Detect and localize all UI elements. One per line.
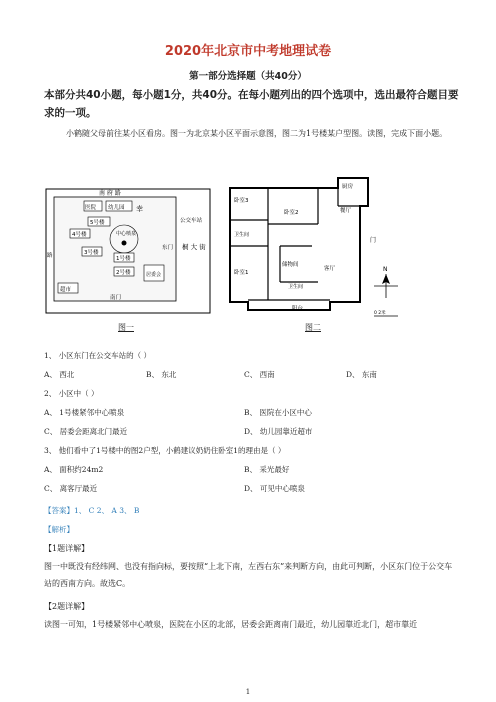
hospital-label: 医院: [85, 205, 97, 211]
question1-option-a: A、 西北: [44, 370, 75, 379]
bus-stop-mark: 幸: [136, 205, 143, 213]
south-gate-label: 南门: [110, 295, 122, 301]
figure1-community-map: [44, 187, 212, 315]
question1-option-b: B、 东北: [146, 370, 177, 379]
community-office-label: 居委会: [146, 272, 162, 278]
question2-option-d: D、 幼儿园靠近超市: [244, 427, 313, 436]
q2-explanation: 读图一可知，1号楼紧邻中心喷泉，医院在小区的北部，居委会距离南门最近，幼儿园靠近北门，超市靠近: [44, 620, 418, 629]
question3-stem: 3、 他们看中了1号楼中的图2户型，小鹤建议奶奶住卧室1的理由是（ ）: [44, 446, 286, 455]
street-right-label: 桐 大 街: [182, 243, 206, 251]
building3-label: 3号楼: [84, 250, 99, 256]
balcony-label: 阳台: [292, 306, 304, 312]
road-top-label: 南 府 路: [99, 190, 121, 197]
building4-label: 4号楼: [72, 232, 87, 238]
kitchen-label: 厨房: [342, 184, 354, 190]
analysis-heading: 【解析】: [44, 525, 74, 534]
kindergarten-label: 幼儿园: [108, 205, 125, 211]
road-side-label: 路: [47, 253, 53, 259]
q1-heading: 【1题详解】: [44, 544, 90, 553]
toilet1-label: 卫生间: [234, 232, 250, 238]
bedroom2-label: 卧室2: [284, 210, 299, 216]
q2-heading: 【2题详解】: [44, 602, 90, 611]
scale-label: 0 2米: [374, 311, 386, 316]
question1-stem: 1、 小区东门在公交车站的（ ）: [44, 351, 152, 360]
dining-label: 餐厅: [340, 208, 352, 214]
figure2-caption: 图二: [305, 323, 321, 332]
door-label: 门: [370, 237, 377, 244]
bedroom1-label: 卧室1: [234, 270, 249, 276]
question2-option-b: B、 医院在小区中心: [244, 408, 312, 417]
east-gate-label: 东门: [162, 245, 174, 251]
north-label: N: [383, 266, 388, 273]
question3-option-a: A、 面积约24m2: [44, 465, 104, 474]
question3-option-c: C、 离客厅最近: [44, 484, 98, 493]
question1-option-c: C、 西南: [244, 370, 275, 379]
figure2-floor-plan: [228, 170, 410, 320]
toilet2-label: 卫生间: [288, 284, 304, 290]
building5-label: 5号楼: [90, 220, 105, 226]
bedroom3-label: 卧室3: [234, 198, 249, 204]
page-number: 1: [245, 688, 251, 696]
intro-paragraph: 小鹤随父母前往某小区看房。图一为北京某小区平面示意图，图二为1号楼某户型图。读图，完成下面小题。: [66, 129, 448, 138]
storage-label: 储物间: [282, 262, 299, 268]
question3-option-d: D、 可见中心喷泉: [244, 484, 305, 493]
instructions: 本部分共40小题，每小题1分，共40分。在每小题列出的四个选项中，选出最符合题目要求的一项。: [44, 89, 459, 119]
question2-option-c: C、 居委会距离北门最近: [44, 427, 128, 436]
building1-label: 1号楼: [116, 256, 131, 262]
bus-stop-label: 公交车站: [180, 218, 203, 224]
page-title: 2020年北京市中考地理试卷: [164, 44, 332, 59]
part-heading: 第一部分选择题（共40分）: [189, 71, 307, 82]
fountain-label: 中心喷泉: [116, 231, 137, 237]
question1-option-d: D、 东南: [346, 370, 377, 379]
answer-line: 【答案】1、 C 2、 A 3、 B: [44, 506, 140, 515]
figure1-caption: 图一: [118, 323, 134, 332]
question2-stem: 2、 小区中（ ）: [44, 389, 99, 398]
living-label: 客厅: [324, 266, 336, 272]
question2-option-a: A、 1号楼紧邻中心喷泉: [44, 408, 125, 417]
building2-label: 2号楼: [116, 270, 131, 276]
question3-option-b: B、 采光最好: [244, 465, 290, 474]
q1-explanation: 图一中既没有经纬网、也没有指向标，要按照“上北下南，左西右东”来判断方向，由此可判断，小区东门位于公交车站的西南方向。故选C。: [44, 562, 453, 588]
supermarket-label: 超市: [60, 287, 72, 293]
north-arrow-icon: [374, 266, 398, 298]
